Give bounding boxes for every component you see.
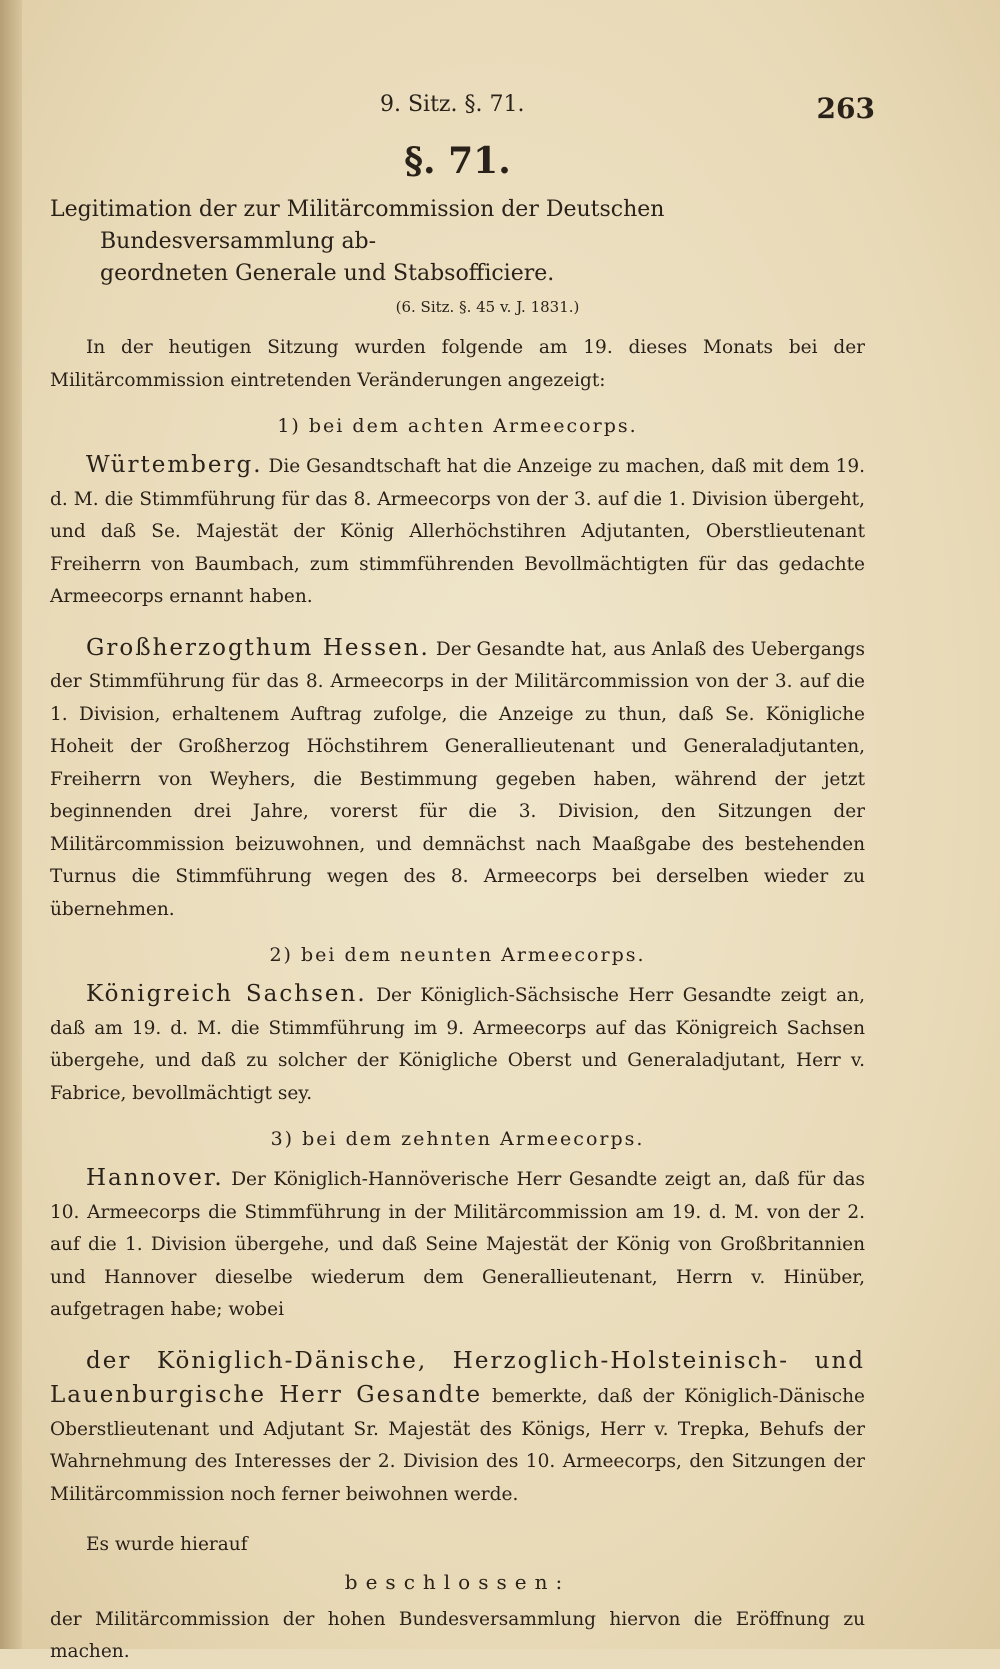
source-reference: (6. Sitz. §. 45 v. J. 1831.) [395, 298, 580, 316]
lead-wuerttemberg: Würtemberg. [86, 452, 263, 478]
text-wuerttemberg: Die Gesandtschaft hat die Anzeige zu machen, daß mit dem 19. d. M. die Stimmführung für das 8. Armeecorps von der 3. auf die 1. Division übergeht, und daß Se. Majestät der König Allerhöchstihren Adjutanten, Oberstlieutenant Freiherrn von Baumbach, zum stimmführenden Bevollmächtigten für das gedachte Armeecorps ernannt haben. [50, 456, 866, 607]
section-number: §. 71. [404, 140, 511, 182]
text-hannover: Der Königlich-Hannöverische Herr Gesandte zeigt an, daß für das 10. Armeecorps die Stimmführung in der Militärcommission am 19. d. M. von der 2. auf die 1. Division übergehe, und daß Seine Majestät der König von Großbritannien und Hannover dieselbe wiederum dem Generallieutenant, Herrn v. Hinüber, aufgetragen habe; wobei [50, 1169, 865, 1320]
subheading-3: 3) bei dem zehnten Armeecorps. [270, 1128, 645, 1150]
section-title-line2: geordneten Generale und Stabsofficiere. [100, 261, 555, 286]
section-title [50, 194, 865, 290]
decision-heading: beschlossen: [344, 1569, 571, 1594]
text-sachsen: Der Königlich-Sächsische Herr Gesandte zeigt an, daß am 19. d. M. die Stimmführung im 9. Armeecorps auf das Königreich Sachsen übergehe, und daß zu solcher der Königliche Oberst und Generaladjutant, Herr v. Fabrice, bevollmächtigt sey. [50, 985, 865, 1104]
text-hessen: Der Gesandte hat, aus Anlaß des Uebergangs der Stimmführung für das 8. Armeecorps in der Militärcommission von der 3. auf die 1. Division, erhaltenem Auftrag zufolge, die Anzeige zu thun, daß Se. Königliche Hoheit der Großherzog Höchstihrem Generallieutenant und Generaladjutanten, Freiherrn von Weyhers, die Bestimmung gegeben haben, während der jetzt beginnenden drei Jahre, vorerst für die 3. Division, den Sitzungen der Militärcommission beizuwohnen, und demnächst nach Maaßgabe des bestehenden Turnus die Stimmführung wegen des 8. Armeecorps bei derselben wieder zu übernehmen. [50, 638, 865, 920]
lead-hannover: Hannover. [86, 1165, 224, 1191]
paragraph-daenemark [50, 1345, 865, 1512]
lead-sachsen: Königreich Sachsen. [86, 981, 367, 1007]
lead-daenemark: der Königlich-Dänische, Herzoglich-Holsteinisch- und Lauenburgische Herr Gesandte [50, 1347, 865, 1408]
paragraph-wuerttemberg [50, 449, 865, 614]
page-header [50, 92, 875, 134]
subheading-1: 1) bei dem achten Armeecorps. [277, 415, 638, 437]
closing-intro: Es wurde hierauf [86, 1534, 248, 1555]
paragraph-sachsen [50, 978, 865, 1110]
running-head: 9. Sitz. §. 71. [380, 92, 525, 117]
subheading-2: 2) bei dem neunten Armeecorps. [269, 944, 646, 966]
section-title-line1: Legitimation der zur Militärcommission der Deutschen Bundesversammlung ab- [50, 197, 665, 254]
paragraph-hessen [50, 632, 865, 927]
intro-paragraph: In der heutigen Sitzung wurden folgende am 19. dieses Monats bei der Militärcommission eintretenden Veränderungen angezeigt: [50, 337, 865, 391]
page-number: 263 [816, 92, 875, 125]
text-daenemark: bemerkte, daß der Königlich-Dänische Oberstlieutenant und Adjutant Sr. Majestät des Königs, Herr v. Trepka, Behufs der Wahrnehmung des Interesses der 2. Division des 10. Armeecorps, den Sitzungen der Militärcommission noch ferner beiwohnen werde. [50, 1386, 865, 1505]
closing-text: der Militärcommission der hohen Bundesversammlung hiervon die Eröffnung zu machen. [50, 1608, 865, 1662]
lead-hessen: Großherzogthum Hessen. [86, 634, 430, 661]
paragraph-hannover [50, 1162, 865, 1327]
page-content [50, 92, 875, 1669]
